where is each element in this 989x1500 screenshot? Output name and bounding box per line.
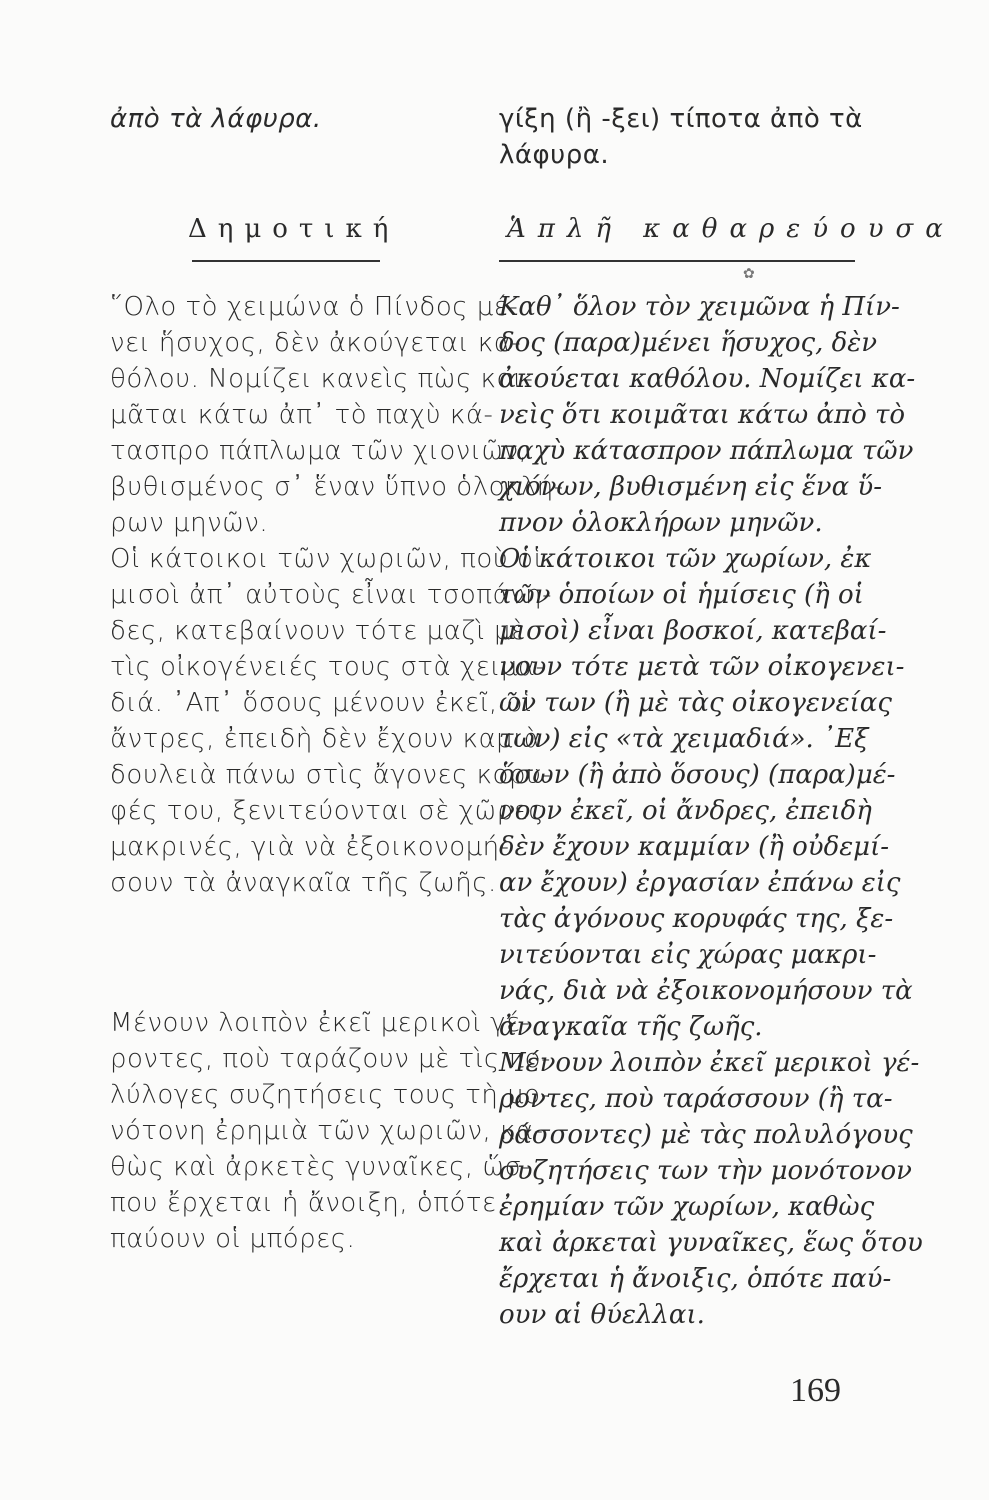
text-line: νουν ἐκεῖ, οἱ ἄνδρες, ἐπειδὴ [499, 796, 872, 826]
flower-ornament: ✿ [743, 266, 755, 282]
text-line: αν ἔχουν) ἐργασίαν ἐπάνω εἰς [499, 868, 901, 898]
text-line: θὼς καὶ ἀρκετὲς γυναῖκες, ὥσ- [110, 1152, 532, 1182]
text-line: βυθισμένος σ᾿ ἕναν ὕπνο ὁλοκλή- [110, 472, 564, 502]
right-heading: Ἁπλῆ καθαρεύουσα [507, 214, 955, 244]
text-line: που ἔρχεται ἡ ἄνοιξη, ὁπότε [110, 1188, 497, 1218]
text-line: Οἱ κάτοικοι τῶν χωριῶν, ποὺ οἱ [110, 544, 543, 574]
text-line: τῶν ὁποίων οἱ ἡμίσεις (ἢ οἱ [499, 580, 864, 610]
text-line: νεὶς ὅτι κοιμᾶται κάτω ἀπὸ τὸ [499, 400, 906, 430]
text-line: ρων μηνῶν. [110, 508, 269, 538]
text-line: λύλογες συζητήσεις τους τὴ μο- [110, 1080, 551, 1110]
text-line: ῞Ολο τὸ χειμώνα ὁ Πίνδος μέ- [110, 292, 519, 322]
text-line: Καθ᾿ ὅλον τὸν χειμῶνα ἡ Πίν- [499, 292, 900, 322]
text-line: μισοὶ ἀπ᾿ αὐτοὺς εἶναι τσοπάνη- [110, 580, 552, 610]
text-line: δες, κατεβαίνουν τότε μαζὶ μὲ [110, 616, 526, 646]
text-line: δουλειὰ πάνω στὶς ἄγονες κορυ- [110, 760, 552, 790]
text-line: δος (παρα)μένει ἥσυχος, δὲν [499, 328, 878, 358]
text-line: παχὺ κάτασπρον πάπλωμα τῶν [499, 436, 914, 466]
text-line: συζητήσεις των τὴν μονότονον [499, 1156, 912, 1186]
text-line: μισοὶ) εἶναι βοσκοί, κατεβαί- [499, 616, 887, 646]
right-column [499, 0, 955, 1500]
text-line: ροντες, ποὺ ταράσσουν (ἢ τα- [499, 1084, 893, 1114]
text-line: νάς, διὰ νὰ ἐξοικονομήσουν τὰ [499, 976, 913, 1006]
text-line: σουν τὰ ἀναγκαῖα τῆς ζωῆς. [110, 868, 497, 898]
text-line: ροντες, ποὺ ταράζουν μὲ τὶς πο- [110, 1044, 551, 1074]
text-line: ἀκούεται καθόλου. Νομίζει κα- [499, 364, 916, 394]
text-line: ἔρχεται ἡ ἄνοιξις, ὁπότε παύ- [499, 1264, 892, 1294]
text-line: νότονη ἐρημιὰ τῶν χωριῶν, κα- [110, 1116, 544, 1146]
text-line: ἐρημίαν τῶν χωρίων, καθὼς [499, 1192, 875, 1222]
left-column [110, 0, 564, 1500]
text-line: ῶν των (ἢ μὲ τὰς οἰκογενείας [499, 688, 892, 718]
text-line: διά. ᾿Απ᾿ ὅσους μένουν ἐκεῖ, οἱ [110, 688, 533, 718]
text-line: παύουν οἱ μπόρες. [110, 1224, 356, 1254]
text-line: νει ἥσυχος, δὲν ἀκούγεται κα- [110, 328, 522, 358]
left-top-line: ἀπὸ τὰ λάφυρα. [110, 104, 322, 134]
text-line: νουν τότε μετὰ τῶν οἰκογενει- [499, 652, 905, 682]
text-line: ὅσων (ἢ ἀπὸ ὅσους) (παρα)μέ- [499, 760, 896, 790]
text-line: ουν αἱ θύελλαι. [499, 1300, 705, 1330]
text-line: νιτεύονται εἰς χώρας μακρι- [499, 940, 877, 970]
left-heading: Δημοτική [188, 214, 400, 244]
text-line: ἀναγκαῖα τῆς ζωῆς. [499, 1012, 763, 1042]
text-line: δὲν ἔχουν καμμίαν (ἢ οὐδεμί- [499, 832, 890, 862]
text-line: καὶ ἀρκεταὶ γυναῖκες, ἕως ὅτου [499, 1228, 923, 1258]
text-line: ἄντρες, ἐπειδὴ δὲν ἔχουν καμιὰ [110, 724, 542, 754]
right-heading-rule [499, 260, 855, 262]
left-heading-rule [192, 260, 380, 262]
text-line: Μένουν λοιπὸν ἐκεῖ μερικοὶ γέ- [110, 1008, 531, 1038]
text-line: χιόνων, βυθισμένη εἰς ἕνα ὕ- [499, 472, 883, 502]
text-line: πνον ὁλοκλήρων μηνῶν. [499, 508, 823, 538]
page-number: 169 [790, 1372, 841, 1409]
text-line: μακρινές, γιὰ νὰ ἐξοικονομή- [110, 832, 510, 862]
text-line: τὰς ἀγόνους κορυφάς της, ξε- [499, 904, 894, 934]
text-line: θόλου. Νομίζει κανεὶς πὼς κοι- [110, 364, 534, 394]
text-line: των) εἰς «τὰ χειμαδιά». ᾿Εξ [499, 724, 869, 754]
text-line: Μένουν λοιπὸν ἐκεῖ μερικοὶ γέ- [499, 1048, 920, 1078]
text-line: ράσσοντες) μὲ τὰς πολυλόγους [499, 1120, 913, 1150]
right-top-line: λάφυρα. [499, 140, 610, 170]
text-line: φές του, ξενιτεύονται σὲ χῶρες [110, 796, 545, 826]
text-line: Οἱ κάτοικοι τῶν χωρίων, ἐκ [499, 544, 872, 574]
right-top-line: γίξη (ἢ -ξει) τίποτα ἀπὸ τὰ [499, 104, 863, 134]
text-line: τασπρο πάπλωμα τῶν χιονιῶν, [110, 436, 528, 466]
text-line: μᾶται κάτω ἀπ᾿ τὸ παχὺ κά- [110, 400, 494, 430]
text-line: τὶς οἰκογένειές τους στὰ χειμα- [110, 652, 546, 682]
